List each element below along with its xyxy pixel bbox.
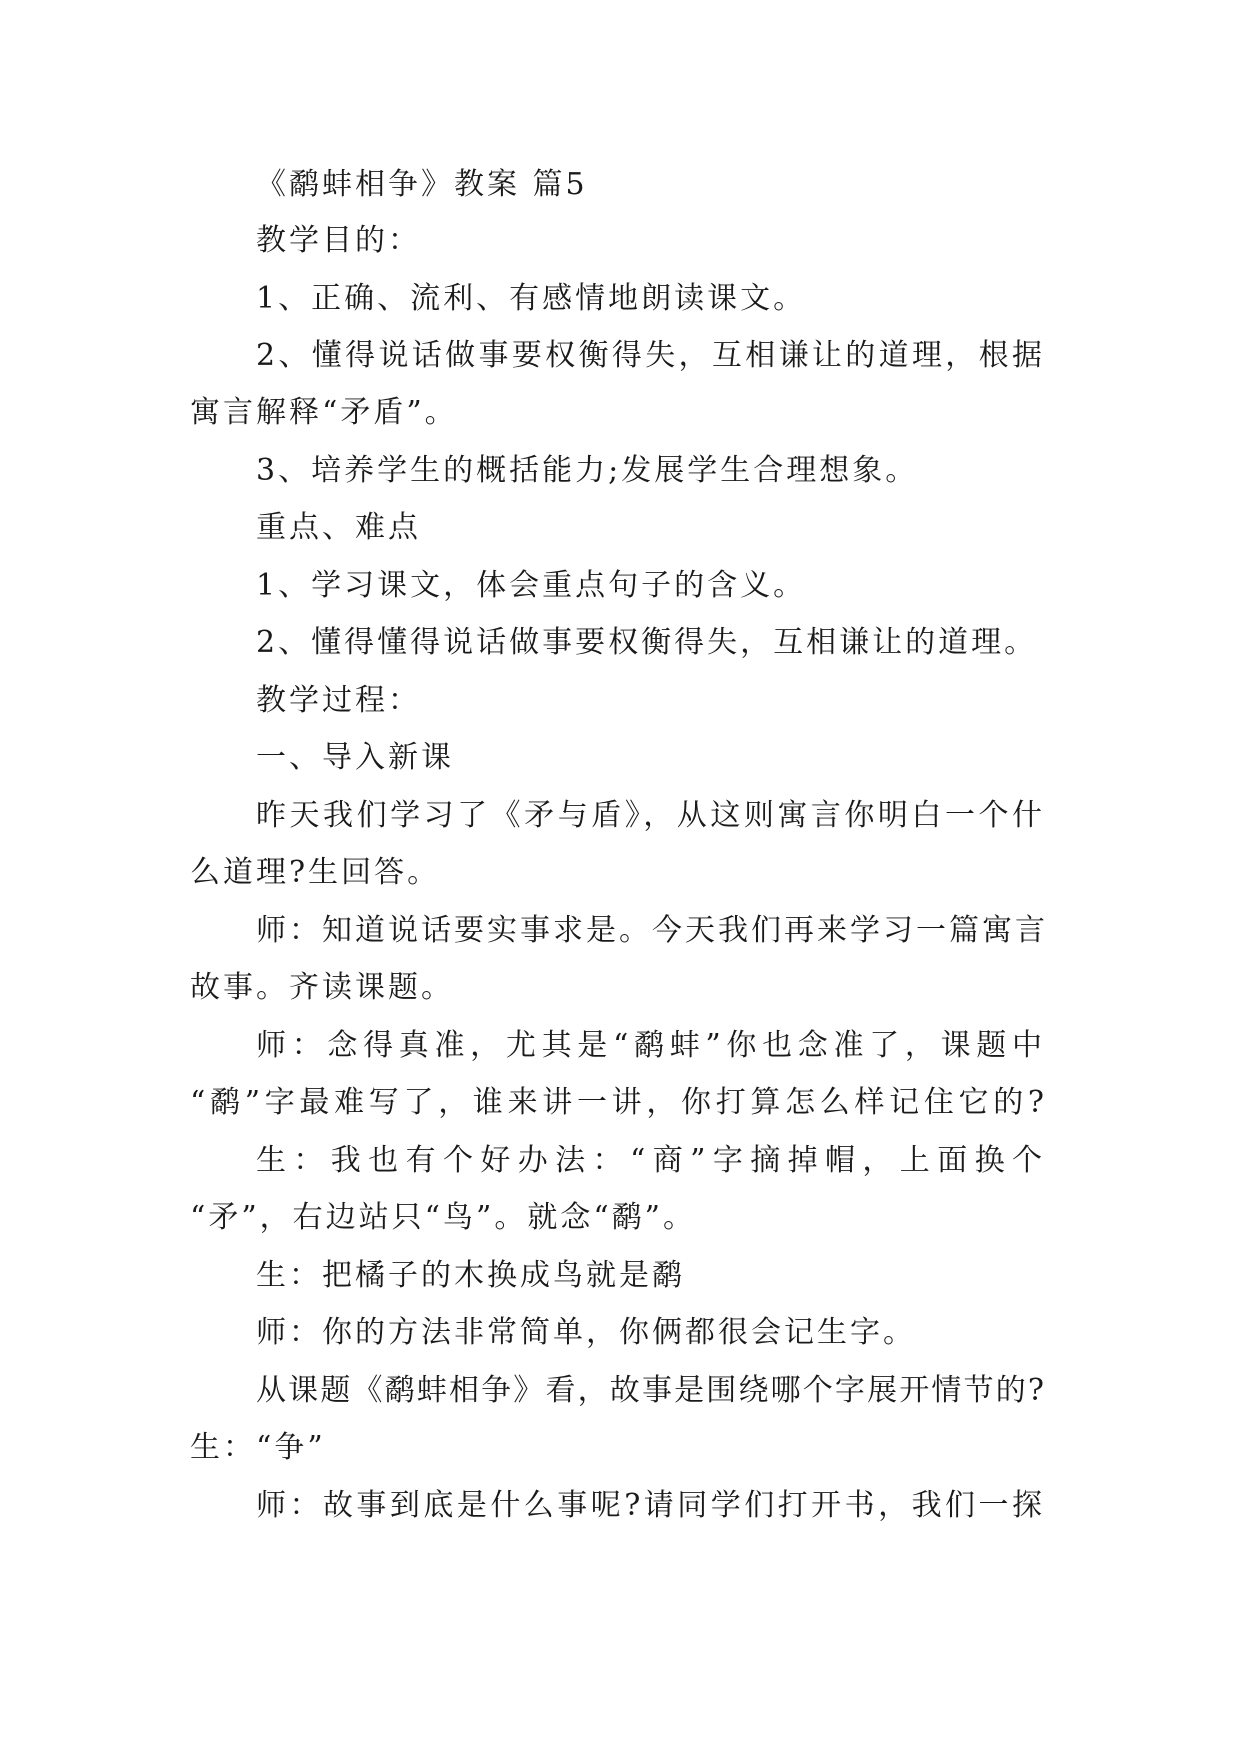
paragraph-1-line-1: 昨天我们学习了《矛与盾》，从这则寓言你明白一个什 [256,798,1045,833]
paragraph-2-line-1: 师：知道说话要实事求是。今天我们再来学习一篇寓言 [256,913,1048,948]
paragraph-4-line-1: 生：我也有个好办法：“商”字摘掉帽，上面换个 [256,1143,1045,1178]
objective-1: 1、正确、流利、有感情地朗读课文。 [256,281,807,316]
step-heading-intro: 一、导入新课 [256,740,454,775]
document-title: 《鹬蚌相争》教案 篇5 [256,167,588,202]
objective-3: 3、培养学生的概括能力;发展学生合理想象。 [256,453,919,488]
paragraph-4-line-2: “矛”，右边站只“鸟”。就念“鹬”。 [190,1200,697,1235]
section-heading-key-points: 重点、难点 [256,510,421,545]
paragraph-2-line-2: 故事。齐读课题。 [190,970,454,1005]
paragraph-1-line-2: 么道理?生回答。 [190,855,441,890]
paragraph-7-line-2: 生：“争” [190,1430,326,1465]
objective-2-line-1: 2、懂得说话做事要权衡得失，互相谦让的道理，根据 [256,338,1045,373]
objective-2-line-2: 寓言解释“矛盾”。 [190,395,458,430]
paragraph-8-line-1: 师：故事到底是什么事呢?请同学们打开书，我们一探 [256,1488,1045,1523]
section-heading-process: 教学过程： [256,683,421,718]
paragraph-6: 师：你的方法非常简单，你俩都很会记生字。 [256,1315,916,1350]
paragraph-5: 生：把橘子的木换成鸟就是鹬 [256,1258,685,1293]
paragraph-3-line-2: “鹬”字最难写了，谁来讲一讲，你打算怎么样记住它的? [190,1085,1045,1120]
key-point-1: 1、学习课文，体会重点句子的含义。 [256,568,807,603]
key-point-2: 2、懂得懂得说话做事要权衡得失，互相谦让的道理。 [256,625,1038,660]
paragraph-7-line-1: 从课题《鹬蚌相争》看，故事是围绕哪个字展开情节的? [256,1373,1045,1408]
section-heading-objectives: 教学目的： [256,223,421,258]
paragraph-3-line-1: 师：念得真准，尤其是“鹬蚌”你也念准了，课题中 [256,1028,1045,1063]
